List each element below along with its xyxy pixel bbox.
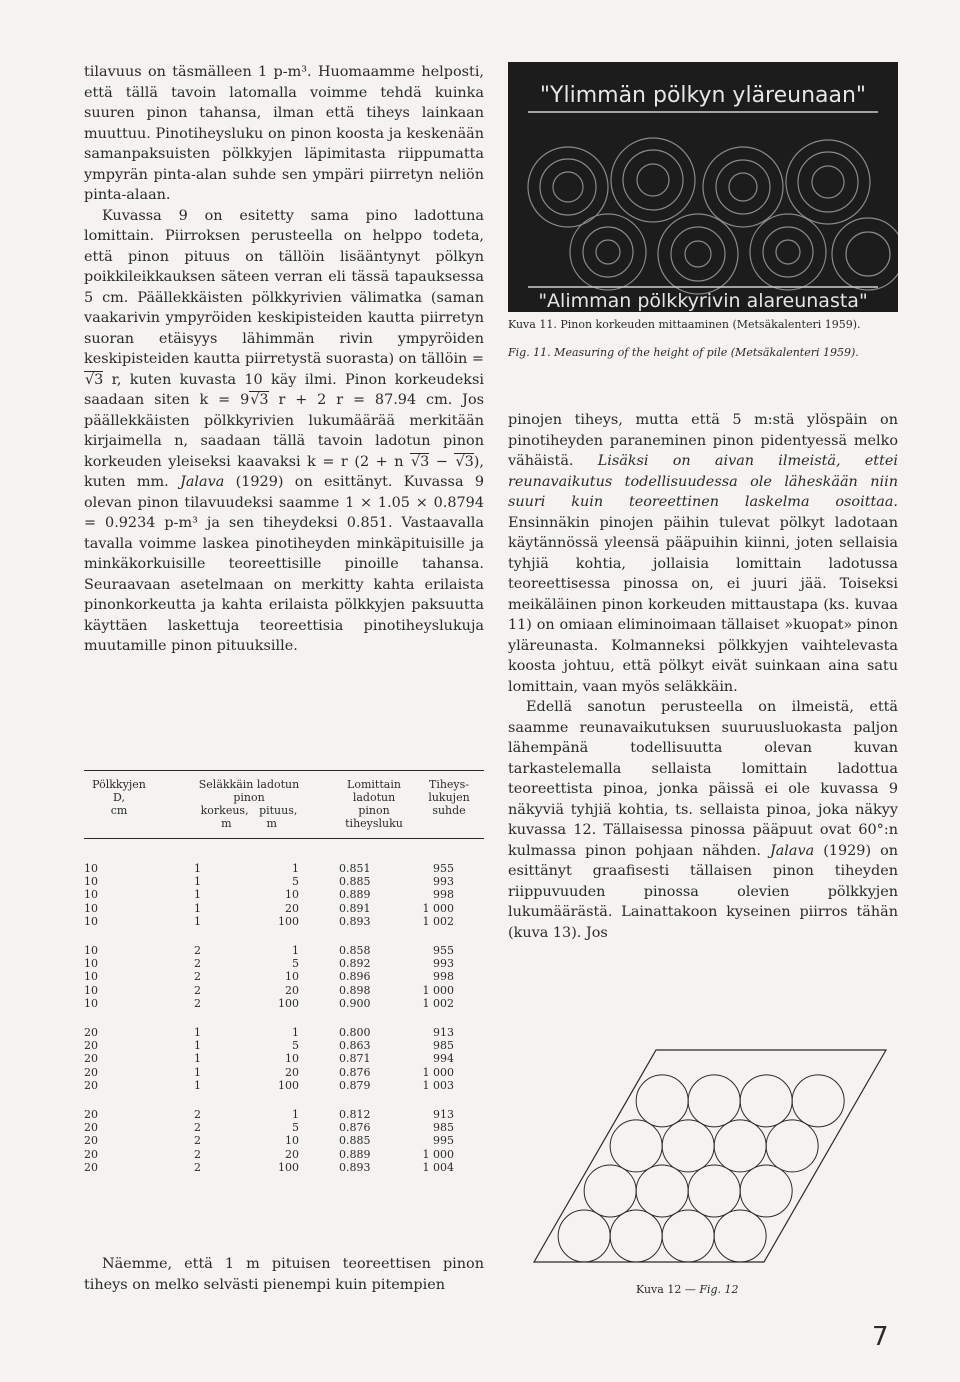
log-circle [636,1165,688,1217]
table-cell: 2 [194,1160,201,1174]
table-cell: 2 [194,1108,201,1121]
table-cell: 1 [194,888,201,902]
table-cell: 0.885 [339,875,371,889]
table-cell: 998 [433,970,454,984]
text: − [429,453,455,470]
log-circle [688,1165,740,1217]
table-cell: 1 [292,1108,299,1121]
table-cell: 10 [84,901,98,915]
header-line: Tiheys- [428,778,470,791]
table-cell: 5 [292,957,299,971]
table-cell: 10 [84,970,98,984]
table-cell: 0.898 [339,983,371,997]
table-cell: 2 [194,1147,201,1161]
paragraph-4 [508,697,898,943]
header-line: pinon [358,804,390,817]
table-cell: 100 [278,1078,299,1092]
table-cell: 993 [433,875,454,889]
table-cell: 0.863 [339,1039,371,1053]
header-line: m m [221,817,277,830]
figure-12-caption [636,1283,739,1296]
table-cell: 0.892 [339,957,371,971]
table-cell: 2 [194,996,201,1010]
emphasized-text: Lisäksi on aivan ilmeistä, ettei reunavaikutus todellisuudessa ole läheskään niin suuri kuin teoreettinen laskelma osoittaa. [508,453,898,510]
table-cell: 2 [194,944,201,957]
table-cell: 1 [292,944,299,957]
table-cell: 0.893 [339,914,371,928]
table-cell: 955 [433,944,454,957]
table-row [84,1039,484,1052]
table-cell: 1 000 [422,901,454,915]
table-row [84,1121,484,1134]
table-cell: 10 [84,875,98,889]
header-line: pinon [233,791,265,804]
table-row [84,944,484,957]
table-cell: 1 [194,1065,201,1079]
table-cell: 0.889 [339,1147,371,1161]
table-cell: 1 002 [422,996,454,1010]
text: Ensinnäkin pinojen päihin tulevat pölkyt ladotaan käytännössä yleensä pääpuihin kiinni, joten sellaisia tyhjiä kohtia, jollaisia lomittain ladotussa teoreettisessa pinossa on, ei juuri jää. Toiseksi meikäläinen pinon korkeuden mittaustapa (ks. kuvaa 11) on omiaan eliminoimaan tällaiset »kuopat» pinon yläreunasta. Kolmanneksi pölkkyjen vaihtelevasta koosta johtuu, että pölkyt eivät suinkaan aina satu lomittain, vaan myös seläkkäin. [508,514,898,695]
table-cell: 1 [194,875,201,889]
sqrt-symbol: √3 [250,392,269,408]
table-cell: 10 [84,862,98,875]
table-cell: 1 000 [422,983,454,997]
table-cell: 10 [84,944,98,957]
table-cell: 993 [433,957,454,971]
header-line: korkeus, pituus, [200,804,298,817]
log-circle [662,1120,714,1172]
table-cell: 1 [194,1078,201,1092]
table-row [84,862,484,875]
table-cell: 913 [433,1026,454,1039]
table-row [84,1079,484,1092]
table-cell: 10 [84,888,98,902]
table-cell: 0.891 [339,901,371,915]
table-cell: 0.871 [339,1052,371,1066]
text: Kuvassa 9 on esitetty sama pino ladottuna lomittain. Piirroksen perusteella on helppo todeta, että pinon pituus on tällöin lisääntynyt pölkyn poikkileikkauksen säteen verran eli tässä tapauksessa 5 cm. Päällekkäisten pölkkyrivien välimatka (saman vaakarivin ympyröiden keskipisteiden kautta piirretyn suoran etäisyys lähimmän rivin ympyröiden keskipisteiden kautta piirretystä suorasta) on tällöin = [84,207,484,367]
table-cell: 1 002 [422,914,454,928]
log-circle [584,1165,636,1217]
text: Edellä sanotun perusteella on ilmeistä, että saamme reunavaikutuksen suuruusluokasta paljon lähempänä todellisuutta olevan kuvan tarkastelemalla sellaista lomittain ladottua teoreettista pinoa, jonka päissä ei ole kuvassa 9 näkyviä tyhjiä kohtia, ts. sellaista pinoa, joka näkyy kuvassa 12. Tällaisessa pinossa pääpuut ovat 60°:n kulmassa pinon pohjaan nähden. [508,699,898,859]
table-row [84,984,484,997]
table-cell: 995 [433,1134,454,1148]
table-cell: 10 [285,1134,299,1148]
sqrt-symbol: √3 [85,371,104,388]
right-column [508,410,898,943]
log-circle [740,1075,792,1127]
table-cell: 2 [194,983,201,997]
table-cell: 100 [278,1160,299,1174]
log-circle [714,1210,766,1262]
table-cell: 10 [84,914,98,928]
figure-11-caption: Kuva 11. Pinon korkeuden mittaaminen (Metsäkalenteri 1959). [508,318,861,331]
text: pinojen tiheys, mutta että 5 m:stä ylöspäin on pinotiheyden paraneminen pinon pidentyessä melko vähäistä. [508,412,898,469]
table-cell: 1 000 [422,1147,454,1161]
log-circle [610,1210,662,1262]
page-number: 7 [872,1322,889,1352]
header-line: Seläkkäin ladotun [198,778,300,791]
header-line: Pölkkyjen [92,778,146,791]
table-rule [84,770,484,771]
log-pile-illustration [508,62,898,312]
table-cell: 1 [292,1026,299,1039]
table-cell: 0.893 [339,1160,371,1174]
table-cell: 20 [84,1108,98,1121]
log-circle [714,1120,766,1172]
paragraph-1 [84,62,484,206]
table-cell: 1 [194,1039,201,1053]
paragraph-3 [508,410,898,697]
table-row [84,888,484,901]
table-row [84,1066,484,1079]
header-staggered [334,778,414,830]
header-line: ladotun [352,791,396,804]
sqrt-symbol: √3 [411,453,430,470]
caption-en: Fig. 12 [699,1283,739,1296]
paragraph-2 [84,206,484,657]
log-circle [558,1210,610,1262]
figure-12-diagram [508,1040,898,1270]
bottom-paragraph: Näemme, että 1 m pituisen teoreettisen pinon tiheys on melko selvästi pienempi kuin pitempien [84,1256,484,1293]
table-cell: 0.879 [339,1078,371,1092]
table-cell: 10 [285,1052,299,1066]
log-circle [792,1075,844,1127]
table-cell: 0.858 [339,944,371,957]
table-cell: 10 [84,983,98,997]
text: ), kuten mm. [84,453,484,490]
sqrt-symbol: √3 [455,453,474,470]
header-ratio [414,778,484,817]
table-cell: 2 [194,1121,201,1135]
table-cell: 955 [433,862,454,875]
table-cell: 20 [84,1134,98,1148]
table-cell: 2 [194,1134,201,1148]
table-row [84,970,484,983]
header-line: lukujen [428,791,470,804]
table-cell: 100 [278,996,299,1010]
figure-11-caption-english: Fig. 11. Measuring of the height of pile (Metsäkalenteri 1959). [508,346,859,359]
log-circle [636,1075,688,1127]
table-cell: 10 [285,888,299,902]
text: (1929) on esittänyt graafisesti tällaisen pinon tiheyden riippuvuuden pinossa olevien pölkkyjen lukumäärästä. Lainattakoon kyseinen piirros tähän (kuva 13). Jos [508,842,899,941]
table-cell: 2 [194,970,201,984]
left-column [84,62,484,657]
table-cell: 1 [194,862,201,875]
table-cell: 1 [194,901,201,915]
table-cell: 5 [292,875,299,889]
table-row [84,997,484,1010]
table-cell: 1 000 [422,1065,454,1079]
table-cell: 0.812 [339,1108,371,1121]
text: (1929) on esittänyt. Kuvassa 9 olevan pinon tilavuudeksi saamme 1 × 1.05 × 0.8794 = 0.9234 p-m³ ja sen tiheydeksi 0.851. Vastaavalla tavalla voimme laskea pinotiheyden minkäpituisille ja minkäkorkuisille teoreettisille pinoille tahansa. Seuraavaan asetelmaan on merkitty kahta erilaista pinonkorkeutta ja kahta erilaista pölkkyjen paksuutta käyttäen laskettuja teoreettisia pinotiheyslukuja muutamille pinon pituuksille. [84,474,484,654]
table-cell: 10 [84,996,98,1010]
table-row [84,1052,484,1065]
table-cell: 20 [84,1147,98,1161]
caption-fi: Kuva 12 — [636,1283,700,1296]
table-cell: 20 [285,1065,299,1079]
header-diameter [84,778,154,817]
table-row [84,957,484,970]
table-cell: 0.851 [339,862,371,875]
photo-top-label: "Ylimmän pölkyn yläreunaan" [539,83,867,108]
table-cell: 20 [84,1052,98,1066]
table-cell: 100 [278,914,299,928]
table-cell: 20 [285,901,299,915]
text: r + 2 r = 87.94 cm. Jos päällekkäisten pölkkyrivien lukumäärää merkitään kirjaimella n, saadaan tällä tavoin ladotun pinon korkeuden yleiseksi kaavaksi k = r (2 + n [84,392,484,470]
table-row [84,1148,484,1161]
header-line: D, [113,791,125,804]
table-cell: 0.885 [339,1134,371,1148]
table-cell: 0.800 [339,1026,371,1039]
table-cell: 1 [194,1052,201,1066]
log-circle [766,1120,818,1172]
table-cell: 1 [194,1026,201,1039]
table-cell: 20 [84,1160,98,1174]
table-cell: 1 004 [422,1160,454,1174]
author-name: Jalava [769,842,815,859]
header-line: cm [110,804,128,817]
log-circle [688,1075,740,1127]
table-cell: 0.876 [339,1121,371,1135]
table-row [84,1108,484,1121]
table-cell: 985 [433,1121,454,1135]
pile-outline [534,1050,886,1262]
table-cell: 998 [433,888,454,902]
log-circle [610,1120,662,1172]
figure-11-photo [508,62,898,312]
table-cell: 20 [84,1026,98,1039]
table-row [84,915,484,928]
table-row [84,1134,484,1147]
table-cell: 1 [292,862,299,875]
text: r, kuten kuvasta 10 käy ilmi. Pinon korkeudeksi saadaan siten k = 9 [84,371,484,408]
table-cell: 20 [84,1065,98,1079]
table-cell: 0.876 [339,1065,371,1079]
table-cell: 20 [84,1121,98,1135]
table-row [84,1026,484,1039]
table-cell: 20 [84,1039,98,1053]
log-circle [740,1165,792,1217]
text: tilavuus on täsmälleen 1 p-m³. Huomaamme helposti, että tällä tavoin latomalla voimme tehdä kuinka suuren pinon tahansa, ilman että tiheys lainkaan muuttuu. Pinotiheysluku on pinon koosta ja keskenään samanpaksuisten pölkkyjen läpimitasta riippumatta ympyrän pinta-alan suhde sen ympäri piirretyn neliön pinta-alaan. [84,64,484,203]
table-row [84,1161,484,1174]
author-name: Jalava [180,474,225,490]
table-cell: 0.889 [339,888,371,902]
header-back-to-back [174,778,324,830]
table-cell: 0.900 [339,996,371,1010]
table-rule [84,838,484,839]
table-row [84,875,484,888]
table-cell: 20 [285,983,299,997]
table-cell: 20 [285,1147,299,1161]
table-cell: 2 [194,957,201,971]
table-cell: 1 003 [422,1078,454,1092]
log-circle [662,1210,714,1262]
header-line: suhde [432,804,466,817]
table-cell: 0.896 [339,970,371,984]
table-cell: 985 [433,1039,454,1053]
table-cell: 5 [292,1121,299,1135]
table-cell: 913 [433,1108,454,1121]
table-cell: 994 [433,1052,454,1066]
table-cell: 5 [292,1039,299,1053]
table-cell: 10 [84,957,98,971]
header-line: Lomittain [347,778,401,791]
table-cell: 20 [84,1078,98,1092]
table-row [84,902,484,915]
table-cell: 10 [285,970,299,984]
header-line: tiheysluku [345,817,403,830]
table-cell: 1 [194,914,201,928]
photo-bottom-label: "Alimman pölkkyrivin alareunasta" [538,290,868,312]
